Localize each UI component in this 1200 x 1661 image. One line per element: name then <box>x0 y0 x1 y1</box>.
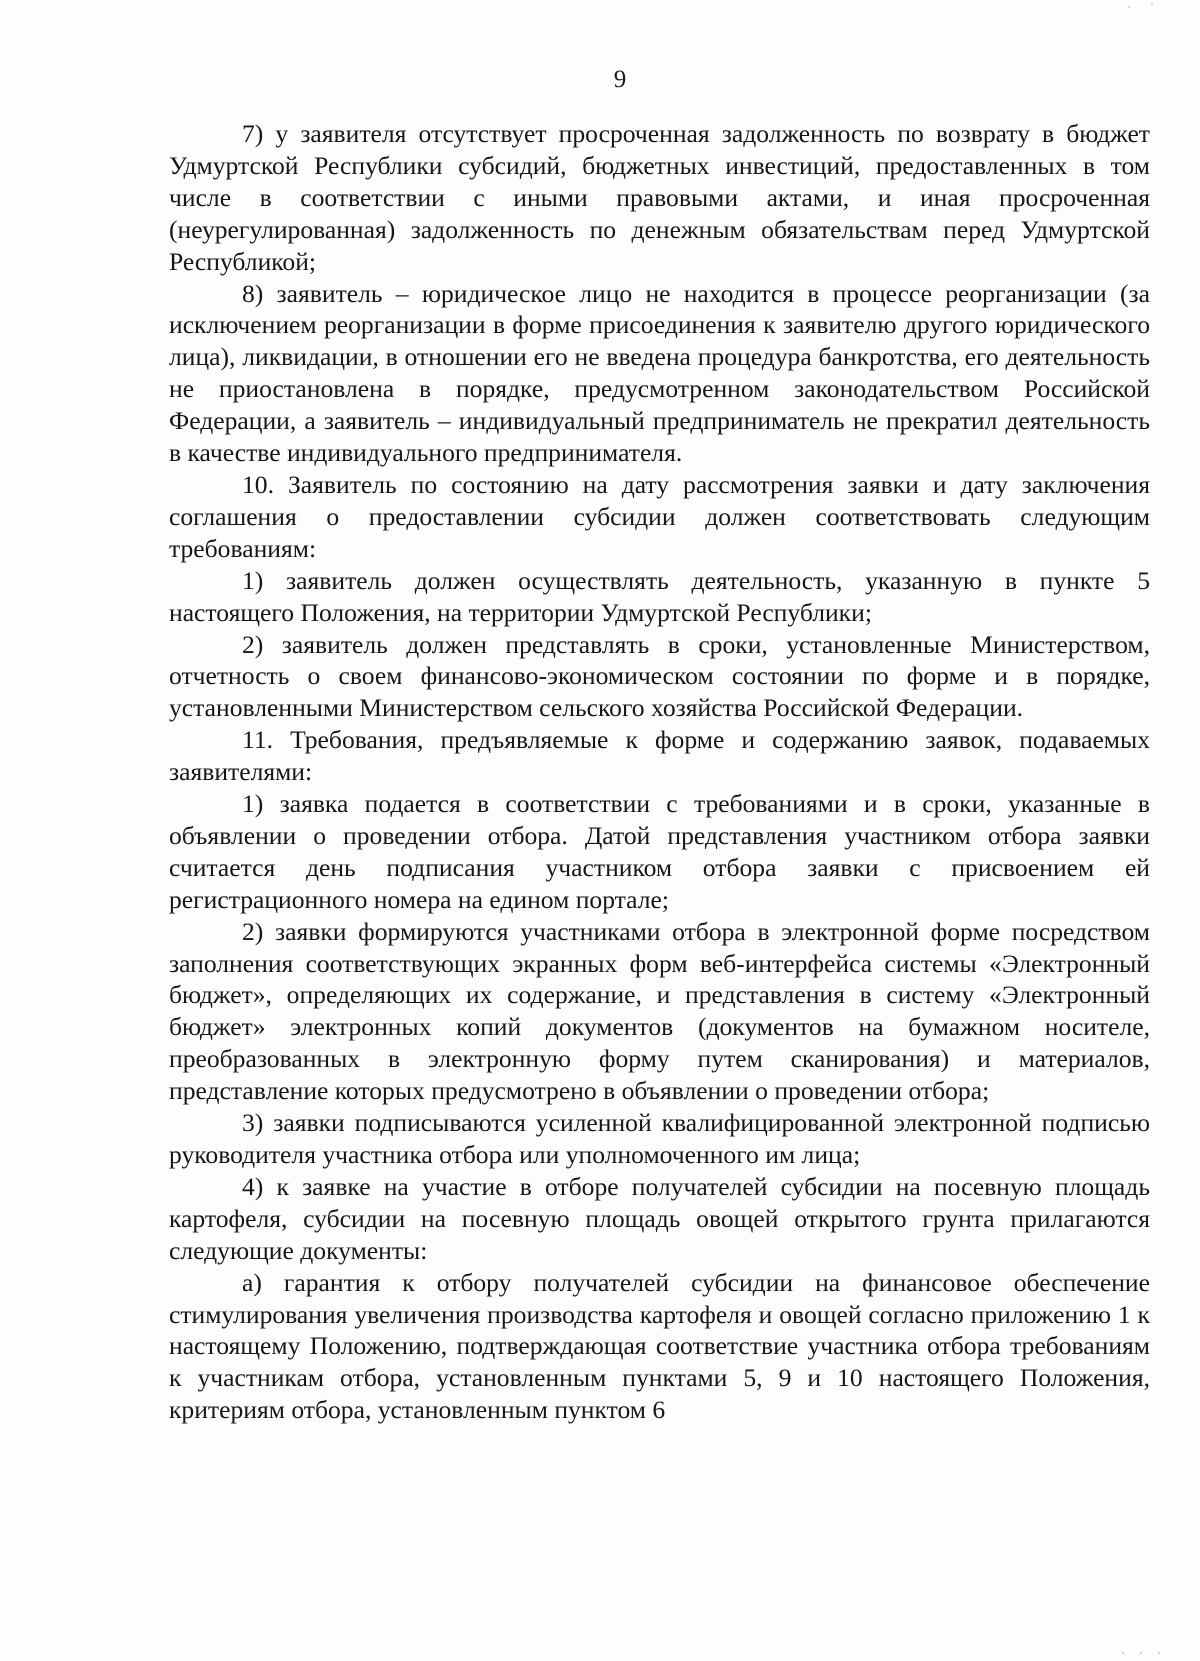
paragraph-clause-11: 11. Требования, предъявляемые к форме и содержанию заявок, подаваемых заявителями: <box>169 725 1150 787</box>
document-body <box>169 118 1150 1426</box>
paragraph-item-11-3: 3) заявки подписываются усиленной квалифицированной электронной подписью руководителя участника отбора или уполномоченного им лица; <box>169 1108 1150 1169</box>
page-number: 9 <box>613 66 627 93</box>
paragraph-clause-10: 10. Заявитель по состоянию на дату рассмотрения заявки и дату заключения соглашения о предоставлении субсидии должен соответствовать следующим требованиям: <box>169 469 1150 563</box>
paragraph-item-11-4: 4) к заявке на участие в отборе получателей субсидии на посевную площадь картофеля, субсидии на посевную площадь овощей открытого грунта прилагаются следующие документы: <box>169 1171 1150 1265</box>
paragraph-item-7: 7) у заявителя отсутствует просроченная задолженность по возврату в бюджет Удмуртской Республики субсидий, бюджетных инвестиций, предоставленных в том числе в соответствии с иными правовыми актами, и иная просроченная (неурегулированная) задолженность по денежным обязательствам перед Удмуртской Республикой; <box>169 119 1150 276</box>
scan-speck <box>1151 3 1153 5</box>
paragraph-item-10-1: 1) заявитель должен осуществлять деятельность, указанную в пункте 5 настоящего Положения, на территории Удмуртской Республики; <box>169 565 1150 627</box>
scan-speck <box>1140 1652 1142 1654</box>
paragraph-item-11-1: 1) заявка подается в соответствии с требованиями и в сроки, указанные в объявлении о проведении отбора. Датой представления участником отбора заявки считается день подписания участником отбора заявки с присвоением ей регистрационного номера на едином портале; <box>169 789 1150 914</box>
scan-speck <box>1128 6 1130 8</box>
paragraph-item-10-2: 2) заявитель должен представлять в сроки, установленные Министерством, отчетность о своем финансово-экономическом состоянии по форме и в порядке, установленными Министерством сельского хозяйства Российской Федерации. <box>169 629 1150 723</box>
paragraph-item-11-4-a: а) гарантия к отбору получателей субсидии на финансовое обеспечение стимулирования увеличения производства картофеля и овощей согласно приложению 1 к настоящему Положению, подтверждающая соответствие участника отбора требованиям к участникам отбора, установленным пунктами 5, 9 и 10 настоящего Положения, критериям отбора, установленным пунктом 6 <box>169 1267 1150 1425</box>
paragraph-item-8: 8) заявитель – юридическое лицо не находится в процессе реорганизации (за исключением реорганизации в форме присоединения к заявителю другого юридического лица), ликвидации, в отношении его не введена процедура банкротства, его деятельность не приостановлена в порядке, предусмотренном законодательством Российской Федерации, а заявитель – индивидуальный предприниматель не прекратил деятельность в качестве индивидуального предпринимателя. <box>169 278 1150 468</box>
paragraph-item-11-2: 2) заявки формируются участниками отбора в электронной форме посредством заполнения соответствующих экранных форм веб-интерфейса системы «Электронный бюджет», определяющих их содержание, и представления в систему «Электронный бюджет» электронных копий документов (документов на бумажном носителе, преобразованных в электронную форму путем сканирования) и материалов, представление которых предусмотрено в объявлении о проведении отбора; <box>169 916 1150 1106</box>
scan-speck <box>1158 1652 1160 1654</box>
scan-speck <box>1122 1652 1124 1654</box>
